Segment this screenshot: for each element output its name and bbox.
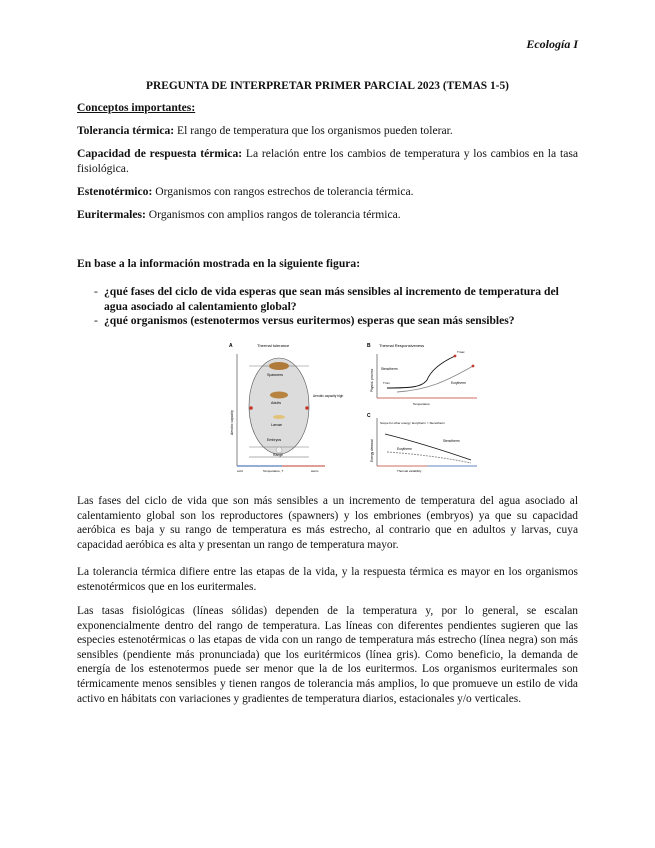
- question-text: ¿qué organismos (estenotermos versus euritermos) esperas que sean más sensibles?: [104, 314, 515, 328]
- eurytherm-curve: [397, 366, 473, 392]
- panel-c-letter: C: [367, 413, 371, 419]
- panel-b-ylabel: Physiol. process: [370, 368, 374, 392]
- panel-a-xlabel: Temperature, T: [263, 469, 284, 473]
- panel-b-letter: B: [367, 343, 371, 349]
- figure-prompt: En base a la información mostrada en la siguiente figura:: [77, 257, 361, 270]
- spawner-fish-icon: [269, 362, 289, 370]
- panel-c-note: Scope for other energy: Eurytherm > Stenotherm: [380, 421, 445, 425]
- stage-label: Larvae: [271, 423, 282, 427]
- panel-a-letter: A: [229, 343, 233, 349]
- concept-text: El rango de temperatura que los organismos pueden tolerar.: [174, 124, 453, 137]
- concept-text: La relación entre los cambios de temperatura y los cambios en la tasa fisiológica.: [77, 147, 578, 175]
- concept-term: Capacidad de respuesta térmica:: [77, 147, 243, 160]
- question-list: [77, 285, 578, 329]
- paragraph-tolerance: La tolerancia térmica difiere entre las etapas de la vida, y la respuesta térmica es mayor en los organismos estenotérmicos que en los euritermales.: [77, 566, 578, 593]
- stage-label: Spawners: [267, 373, 283, 377]
- question-item: [77, 285, 578, 314]
- concepts-heading: Conceptos importantes:: [77, 101, 196, 114]
- panel-a-ylabel: Aerobic capacity: [230, 410, 234, 435]
- paragraph-life-stages: Las fases del ciclo de vida que son más sensibles a un incremento de temperatura del agua asociado al calentamiento global son los reproductores (spawners) y los embriones (embryos) ya que su capacidad aeróbica es baja y su rango de temperatura es más estrecho, al contrario que en adultos y larvas, cuya capacidad aeróbica es alta y presentan un rango de temperatura mayor.: [77, 495, 578, 551]
- eurytherm-label: Eurytherm: [397, 447, 412, 451]
- larva-icon: [273, 415, 285, 419]
- panel-c-ylabel: Energy demand: [370, 439, 374, 462]
- panel-a-title: Thermal tolerance: [257, 343, 290, 348]
- panel-a: [229, 343, 344, 473]
- concept-term: Estenotérmico:: [77, 185, 153, 198]
- panel-c: [367, 413, 477, 473]
- list-dash: -: [94, 285, 98, 298]
- stage-label: Embryos: [267, 438, 282, 442]
- thermal-figure: [227, 340, 485, 474]
- range-label: Range: [273, 453, 283, 457]
- aerobic-note: Aerobic capacity high: [313, 394, 344, 398]
- stenotherm-label: Stenotherm: [381, 367, 398, 371]
- question-item: [77, 314, 578, 329]
- concept-text: Organismos con rangos estrechos de tolerancia térmica.: [152, 185, 414, 198]
- list-dash: -: [94, 314, 98, 328]
- concept-eurythermal: [77, 208, 578, 223]
- low-marker: [249, 406, 253, 410]
- stenotherm-label: Stenotherm: [443, 439, 460, 443]
- course-header: Ecología I: [526, 37, 578, 51]
- panel-b-xlabel: Temperature: [413, 402, 430, 406]
- tmax-label: Tmax: [457, 350, 465, 354]
- paragraph-physiology: Las tasas fisiológicas (líneas sólidas) dependen de la temperatura y, por lo general, se escalan exponencialmente dentro del rango de temperatura. Las líneas con diferentes pendientes sugieren que las especies estenotérmicas o las etapas de vida con un rango de temperatura más estrecho (línea negra) son más sensibles (pendiente más pronunciada) que los euritérmicos (línea gris). Como beneficio, la demanda de energía de los estenotermos puede ser menor que la de los euritermos. Los organismos euritermales son térmicamente menos sensibles y tienen rangos de tolerancia más amplios, lo que promueve un estilo de vida activo en hábitats con variaciones y gradientes de temperatura diarios, estacionales y/o verticales.: [77, 605, 578, 705]
- concept-text: Organismos con amplios rangos de tolerancia térmica.: [145, 208, 401, 221]
- adult-fish-icon: [270, 392, 288, 399]
- concept-term: Euritermales:: [77, 208, 146, 221]
- axis-cold-label: cold: [237, 469, 243, 473]
- eurytherm-label: Eurytherm: [451, 381, 466, 385]
- panel-c-xlabel: Thermal variability: [397, 469, 422, 473]
- panel-b-title: Thermal Responsiveness: [379, 343, 425, 348]
- concept-term: Tolerancia térmica:: [77, 124, 175, 137]
- concept-thermal-responsiveness: [77, 147, 578, 176]
- panel-b: [367, 343, 477, 406]
- high-marker: [305, 406, 309, 410]
- question-text: ¿qué fases del ciclo de vida esperas que sean más sensibles al incremento de temperatura del agua asociado al calentamiento global?: [104, 285, 559, 313]
- stage-label: Adults: [271, 401, 281, 405]
- axis-warm-label: warm: [311, 469, 319, 473]
- concept-stenothermal: [77, 185, 578, 200]
- eurytherm-end-marker: [472, 365, 475, 368]
- page-title: PREGUNTA DE INTERPRETAR PRIMER PARCIAL 2023 (TEMAS 1-5): [146, 80, 509, 92]
- eurytherm-demand-curve: [387, 452, 471, 463]
- tmin-label: Tmin: [383, 381, 390, 385]
- concept-thermal-tolerance: [77, 124, 578, 139]
- tmax-marker: [454, 355, 457, 358]
- stenotherm-curve: [387, 356, 455, 388]
